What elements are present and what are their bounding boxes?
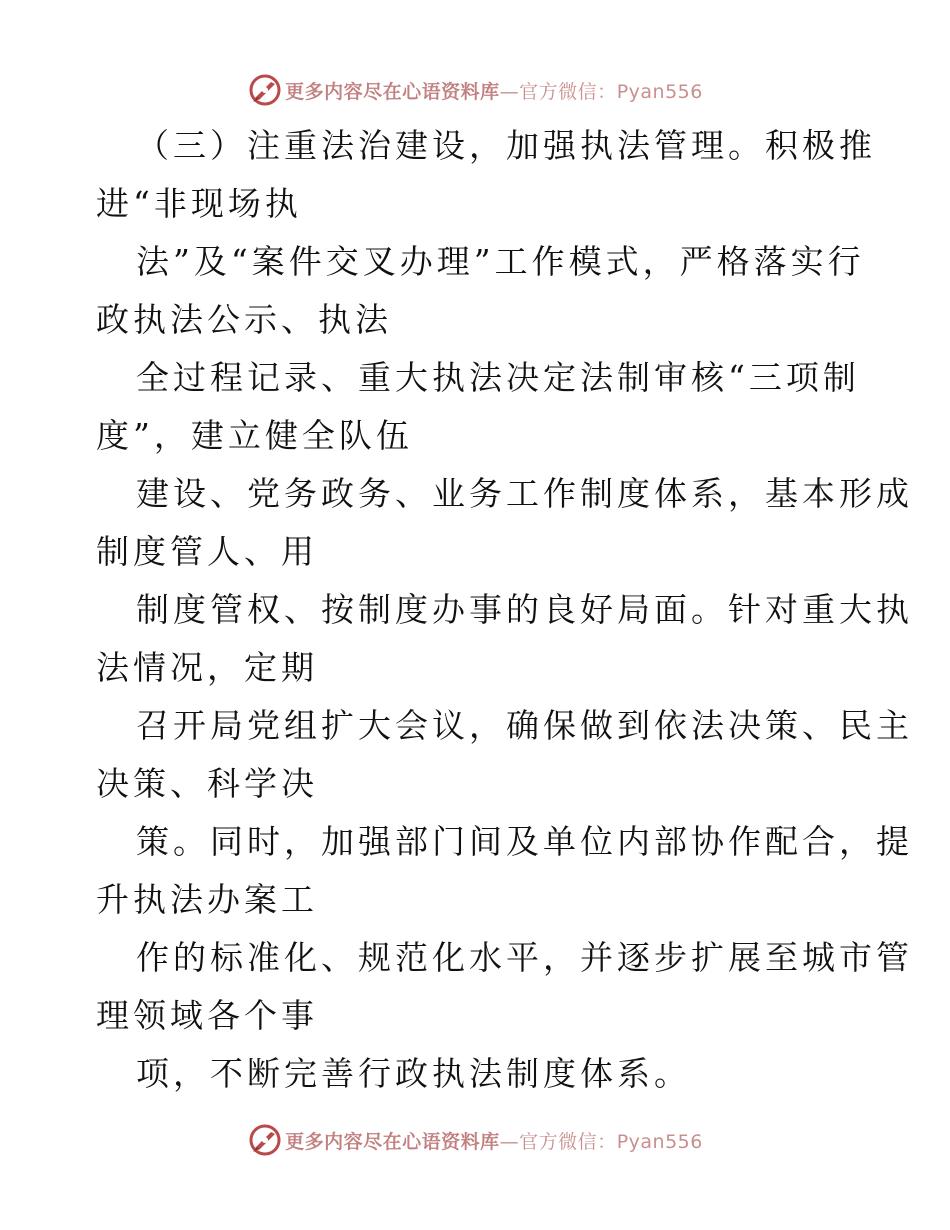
footer-banner-text — [285, 1127, 703, 1154]
footer-banner-main: 更多内容尽在心语资料库 — [285, 1130, 500, 1153]
document-body — [96, 117, 913, 1103]
body-line: 制度管权、按制度办事的良好局面。针对重大执 — [136, 590, 913, 629]
header-watermark-banner — [0, 70, 950, 110]
body-line: 全过程记录、重大执法决定法制审核“三项制 — [136, 358, 860, 397]
body-line: 策。同时，加强部门间及单位内部协作配合，提 — [136, 822, 913, 861]
body-line: 制度管人、用 — [96, 532, 318, 571]
body-line: 政执法公示、执法 — [96, 300, 392, 339]
body-line: 召开局党组扩大会议，确保做到依法决策、民主 — [136, 706, 913, 745]
footer-watermark-banner — [0, 1120, 950, 1160]
body-line: 升执法办案工 — [96, 880, 318, 919]
body-line: 作的标准化、规范化水平，并逐步扩展至城市管 — [136, 938, 913, 977]
body-line: 法情况，定期 — [96, 648, 318, 687]
header-banner-sub: 官方微信： — [519, 80, 617, 103]
footer-banner-id: Pyan556 — [616, 1130, 703, 1153]
body-line: 决策、科学决 — [96, 764, 318, 803]
footer-banner-sub: 官方微信： — [519, 1130, 617, 1153]
body-line: 理领域各个事 — [96, 996, 318, 1035]
header-banner-sep: — — [499, 80, 520, 103]
header-banner-id: Pyan556 — [616, 80, 703, 103]
pen-circle-logo-icon — [247, 1122, 283, 1158]
body-line: （三）注重法治建设，加强执法管理。积极推 — [136, 126, 876, 165]
body-line: 度”，建立健全队伍 — [96, 416, 413, 455]
pen-circle-logo-icon — [247, 72, 283, 108]
footer-banner-sep: — — [499, 1130, 520, 1153]
body-line: 进“非现场执 — [96, 184, 302, 223]
header-banner-text — [285, 77, 703, 104]
body-line: 项，不断完善行政执法制度体系。 — [136, 1054, 691, 1093]
header-banner-main: 更多内容尽在心语资料库 — [285, 80, 500, 103]
body-line: 法”及“案件交叉办理”工作模式，严格落实行 — [136, 242, 865, 281]
body-line: 建设、党务政务、业务工作制度体系，基本形成 — [136, 474, 913, 513]
